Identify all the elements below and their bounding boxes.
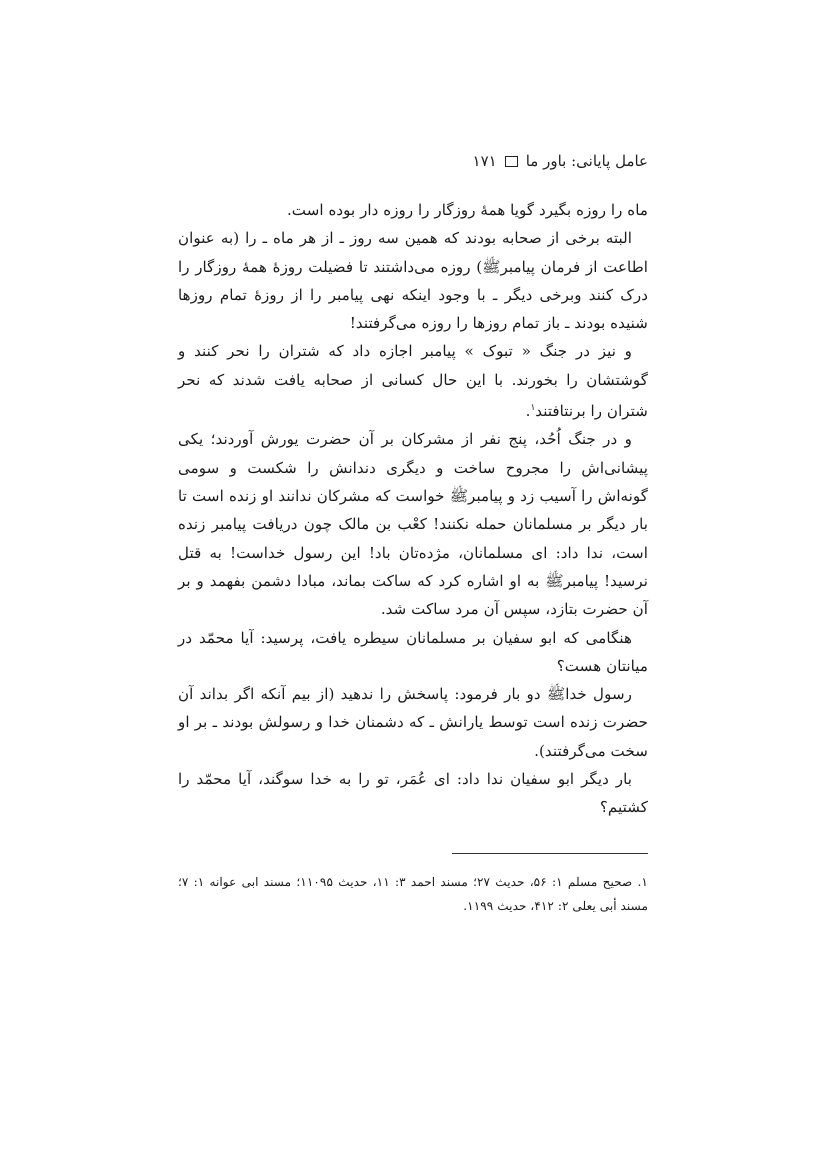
paragraph-4: و در جنگ اُحُد، پنج نفر از مشرکان بر آن حضرت یورش آوردند؛ یکی پیشانی‌اش را مجروح ساخت و دیگری دندانش را شکست و سومی گونه‌اش را آسیب زد و پیامبرﷺ خواست که مشرکان ندانند او زنده است تا بار دیگر بر مسلمانان حمله نکنند! کعْب بن مالک چون دریافت پیامبر زنده است، ندا داد: ای مسلمانان، مژده‌تان باد! این رسول خداست! به قتل نرسید! پیامبرﷺ به او اشاره کرد که ساکت بماند، مبادا دشمن بفهمد و بر آن حضرت بتازد، سپس آن مرد ساکت شد. (178, 430, 648, 619)
running-title: عامل پایانی: باور ما (525, 152, 648, 170)
footnote-marker: ۱ (530, 403, 536, 414)
footnote-divider (452, 853, 648, 854)
paragraph-3-text: و نیز در جنگ « تبوک » پیامبر اجازه داد که شتران را نحر کنند و گوشتشان را بخورند. با این حال کسانی از صحابه یافت شدند که نحر شتران را برنتافتند (178, 342, 648, 421)
paragraph-3: و نیز در جنگ « تبوک » پیامبر اجازه داد که شتران را نحر کنند و گوشتشان را بخورند. با این حال کسانی از صحابه یافت شدند که نحر شتران را برنتافتند$^۱$. (178, 342, 648, 421)
paragraph-1: ماه را روزه بگیرد گویا همهٔ روزگار را روزه دار بوده است. (286, 201, 648, 219)
main-text (178, 196, 648, 822)
footnote (178, 870, 648, 918)
paragraph-7: بار دیگر ابو سفیان ندا داد: ای عُمَر، تو را به خدا سوگند، آیا محمّد را کشتیم؟ (178, 770, 648, 817)
footnote-text: ۱. صحیح مسلم ۱: ۵۶، حدیث ۲۷؛ مسند احمد ۳: ۱۱، حدیث ۱۱۰۹۵؛ مسند ابی عوانه ۱: ۷؛ مسند أبی یعلی ۲: ۴۱۲، حدیث ۱۱۹۹. (178, 875, 648, 913)
paragraph-2: البته برخی از صحابه بودند که همین سه روز ـ از هر ماه ـ را (به عنوان اطاعت از فرمان پیامبرﷺ) روزه می‌داشتند تا فضیلت روزهٔ همهٔ روزگار را درک کنند وبرخی دیگر ـ با وجود اینکه نهی پیامبر را از روزهٔ تمام روزها شنیده بودند ـ باز تمام روزها را روزه می‌گرفتند! (178, 229, 648, 333)
paragraph-5: هنگامی که ابو سفیان بر مسلمانان سیطره یافت، پرسید: آیا محمّد در میانتان هست؟ (178, 628, 648, 675)
running-header (178, 152, 648, 170)
paragraph-6: رسول خداﷺ دو بار فرمود: پاسخش را ندهید (از بیم آنکه اگر بداند آن حضرت زنده است توسط یارانش ـ که دشمنان خدا و رسولش بودند ـ بر او سخت می‌گرفتند). (178, 685, 648, 760)
page-number: ۱۷۱ (472, 152, 497, 170)
square-ornament-icon (505, 156, 518, 167)
